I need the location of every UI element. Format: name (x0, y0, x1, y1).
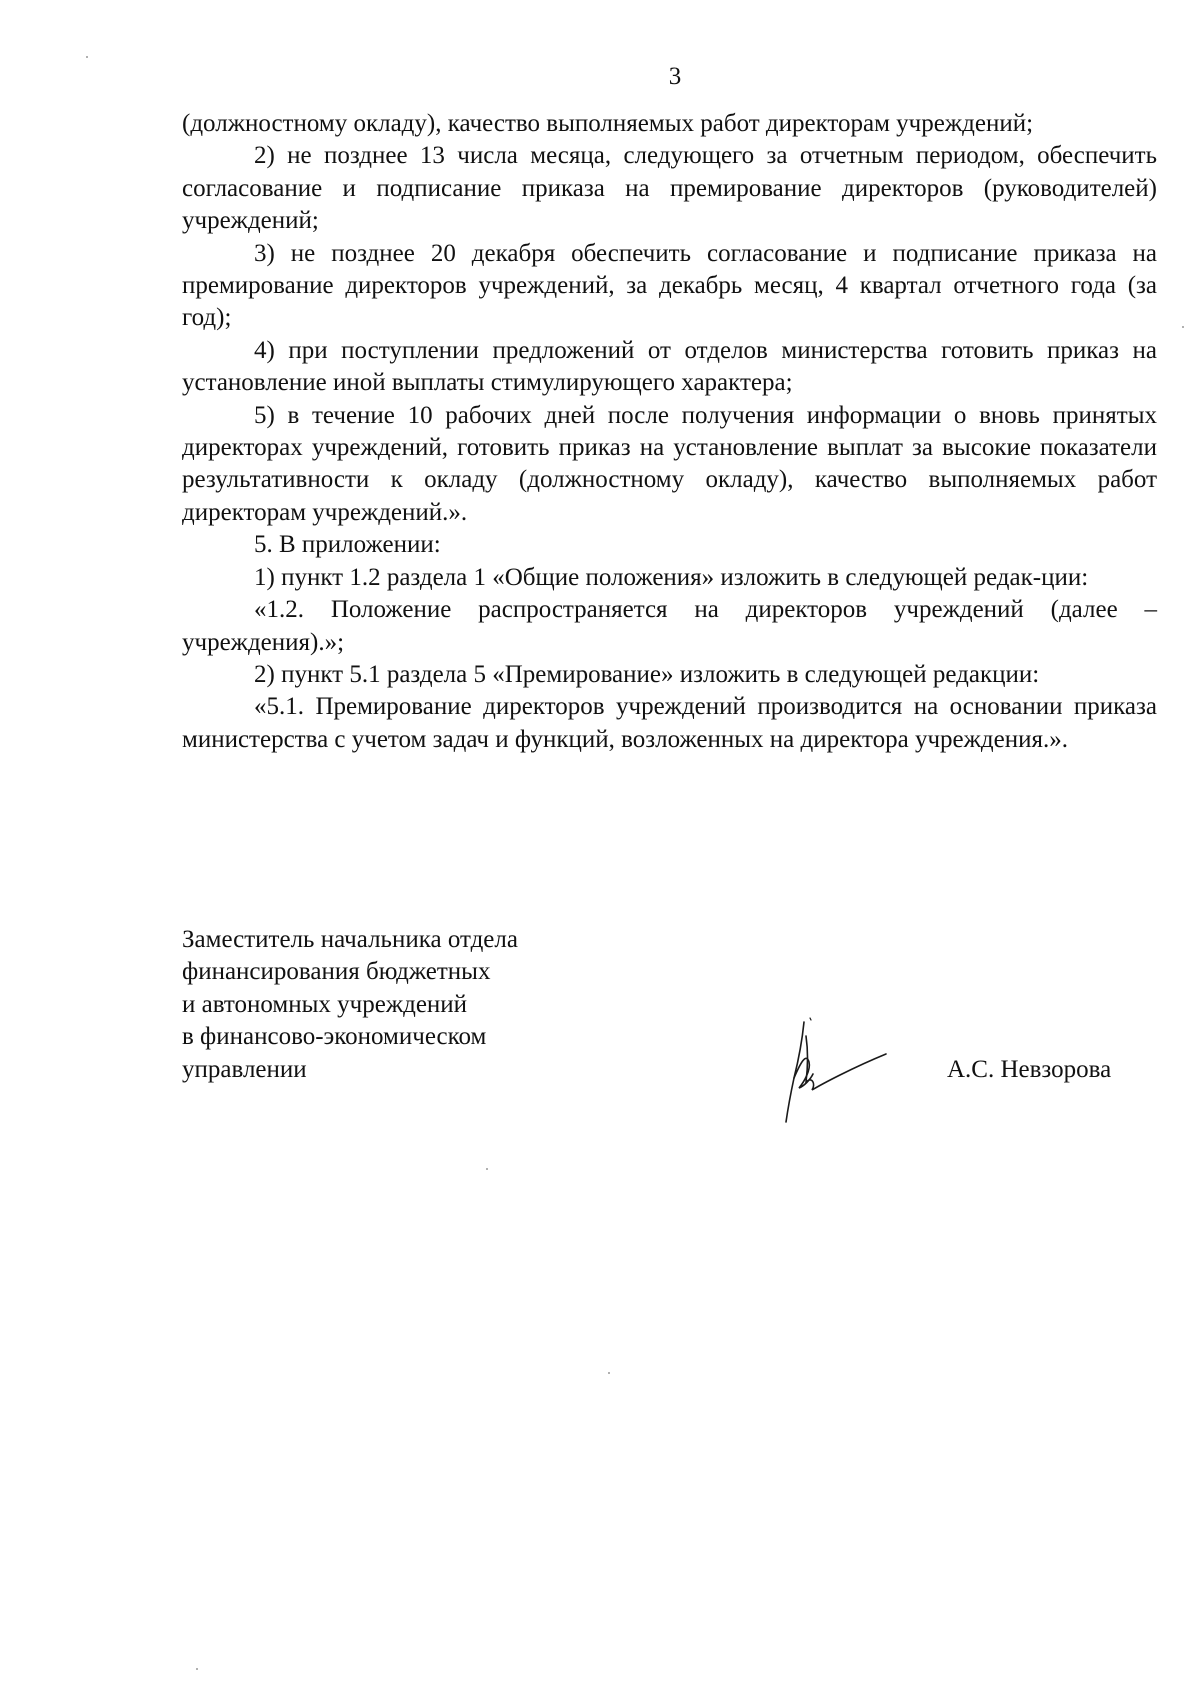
scan-speck (608, 1372, 610, 1374)
paragraph: 3) не позднее 20 декабря обеспечить согласование и подписание приказа на премирование директоров учреждений, за декабрь месяц, 4 квартал отчетного года (за год); (182, 239, 1157, 332)
paragraph: 4) при поступлении предложений от отделов министерства готовить приказ на установление иной выплаты стимулирующего характера; (182, 336, 1157, 397)
paragraph: 2) пункт 5.1 раздела 5 «Премирование» изложить в следующей редакции: (254, 660, 1040, 688)
paragraph: 5. В приложении: (254, 531, 441, 559)
signer-title-line: и автономных учреждений (182, 990, 468, 1018)
paragraph: «1.2. Положение распространяется на директоров учреждений (далее – учреждения).»; (182, 596, 1157, 656)
scan-speck (486, 1168, 488, 1170)
signer-title (182, 924, 642, 1086)
page-number: 3 (668, 63, 682, 90)
signer-title-line: управлении (182, 1055, 307, 1083)
signer-title-line: финансирования бюджетных (182, 958, 491, 986)
signer-title-line: в финансово-экономическом (182, 1023, 487, 1051)
paragraph: 1) пункт 1.2 раздела 1 «Общие положения» изложить в следующей редак-ции: (254, 563, 1089, 591)
signer-title-line: Заместитель начальника отдела (182, 926, 518, 953)
body-text (182, 108, 1157, 756)
handwritten-signature (782, 1016, 892, 1126)
paragraph: 2) не позднее 13 числа месяца, следующего за отчетным периодом, обеспечить согласование и подписание приказа на премирование директоров (руководителей) учреждений; (182, 142, 1157, 235)
scan-speck (1182, 326, 1184, 328)
paragraph: (должностному окладу), качество выполняемых работ директорам учреждений; (182, 110, 1034, 137)
scan-speck (86, 56, 88, 58)
paragraph: «5.1. Премирование директоров учреждений производится на основании приказа министерства с учетом задач и функций, возложенных на директора учреждения.». (182, 693, 1157, 753)
signer-name: А.С. Невзорова (947, 1056, 1112, 1083)
paragraph: 5) в течение 10 рабочих дней после получения информации о вновь принятых директорах учреждений, готовить приказ на установление выплат за высокие показатели результативности к окладу (должностному окладу), качество выполняемых работ директорам учреждений.». (182, 401, 1157, 526)
signature-block (182, 924, 1157, 1114)
scan-speck (196, 1668, 198, 1670)
